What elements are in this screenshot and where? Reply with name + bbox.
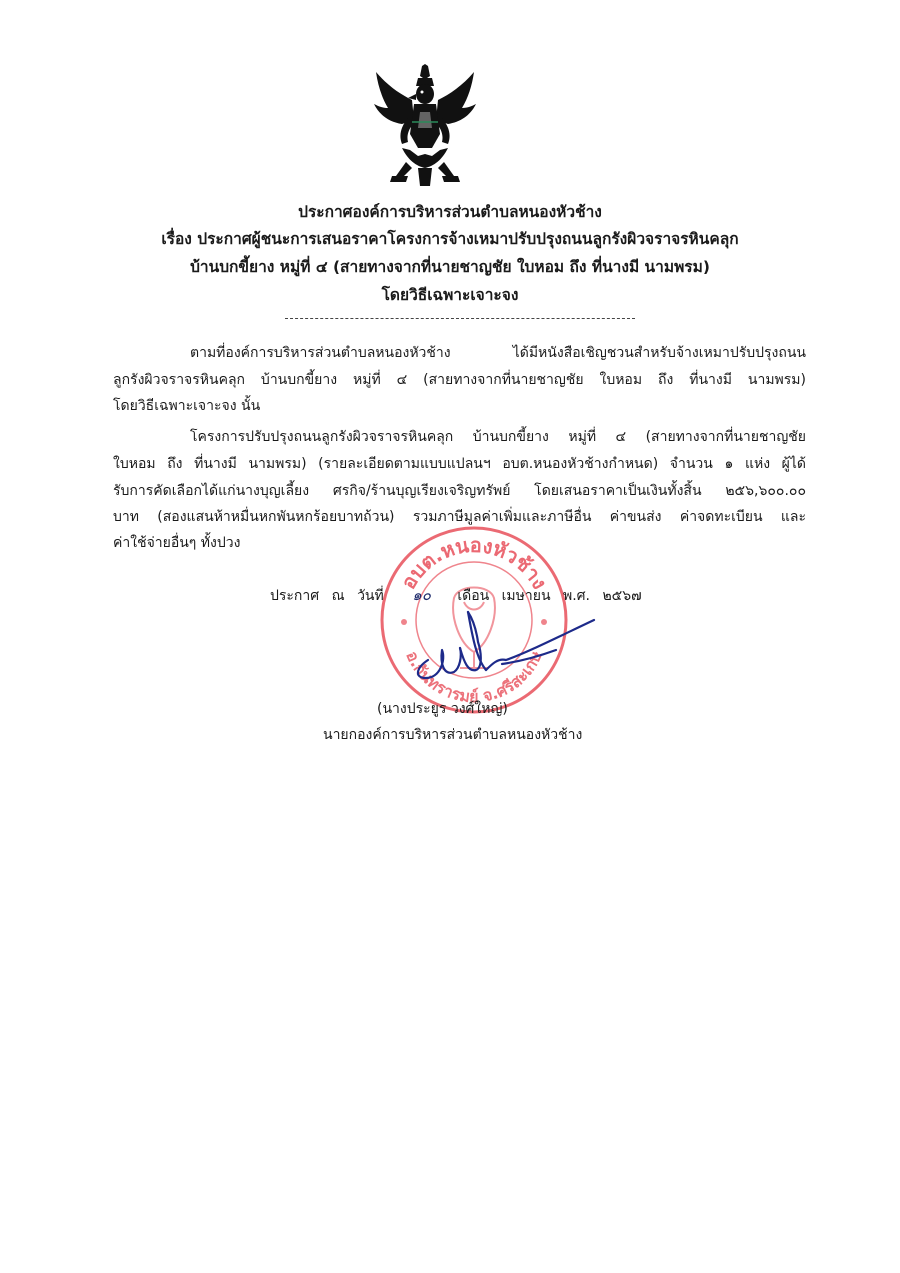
- body-paragraph-2-line-2: ใบหอม ถึง ที่นางมี นามพรม) (รายละเอียดตามแบบแปลนฯ อบต.หนองหัวช้างกำหนด) จำนวน ๑ แห่ง ผู้ได้: [113, 456, 806, 472]
- announce-year-label: พ.ศ.: [562, 588, 590, 604]
- announce-at: ณ: [331, 588, 345, 604]
- seal-bottom-text: อ.กันทรารมย์ จ.ศรีสะเกษ: [402, 648, 546, 707]
- announcement-title: ประกาศองค์การบริหารส่วนตำบลหนองหัวช้าง: [298, 203, 602, 221]
- body-paragraph-2-line-1: โครงการปรับปรุงถนนลูกรังผิวจราจรหินคลุก บ้านบกขี้ยาง หมู่ที่ ๔ (สายทางจากที่นายชาญชัย: [190, 429, 806, 445]
- announce-day-label: วันที่: [357, 588, 384, 604]
- signatory-title: นายกองค์การบริหารส่วนตำบลหนองหัวช้าง: [323, 727, 583, 743]
- body-paragraph-1-line-3: โดยวิธีเฉพาะเจาะจง นั้น: [113, 398, 261, 414]
- garuda-emblem-icon: [372, 64, 478, 188]
- announce-year-value: ๒๕๖๗: [602, 588, 642, 604]
- announcement-subject-location: บ้านบกขี้ยาง หมู่ที่ ๔ (สายทางจากที่นายชาญชัย ใบหอม ถึง ที่นางมี นามพรม): [190, 258, 710, 276]
- announcement-method: โดยวิธีเฉพาะเจาะจง: [381, 286, 519, 304]
- announce-prefix: ประกาศ: [270, 588, 320, 604]
- svg-text:อบต.หนองหัวช้าง: [396, 533, 552, 593]
- seal-top-text: อบต.หนองหัวช้าง: [395, 532, 553, 594]
- body-paragraph-1-line-2: ลูกรังผิวจราจรหินคลุก บ้านบกขี้ยาง หมู่ที่ ๔ (สายทางจากที่นายชาญชัย ใบหอม ถึง ที่นางมี นามพรม): [113, 372, 806, 388]
- dashed-divider: [285, 318, 635, 319]
- body-paragraph-2-line-4: บาท (สองแสนห้าหมื่นหกพันหกร้อยบาทถ้วน) รวมภาษีมูลค่าเพิ่มและภาษีอื่น ค่าขนส่ง ค่าจดทะเบียน และ: [113, 509, 806, 525]
- signatory-name: (นางประยูร วงศ์ใหญ่): [377, 701, 508, 717]
- body-paragraph-2-line-5: ค่าใช้จ่ายอื่นๆ ทั้งปวง: [113, 535, 241, 551]
- announce-day-value: ๑๐: [412, 586, 431, 604]
- handwritten-signature: [406, 598, 606, 686]
- body-paragraph-1-line-1: ตามที่องค์การบริหารส่วนตำบลหนองหัวช้าง ได้มีหนังสือเชิญชวนสำหรับจ้างเหมาปรับปรุงถนน: [190, 345, 806, 361]
- announcement-subject: เรื่อง ประกาศผู้ชนะการเสนอราคาโครงการจ้างเหมาปรับปรุงถนนลูกรังผิวจราจรหินคลุก: [161, 230, 739, 248]
- announce-month-value: เมษายน: [501, 588, 551, 604]
- body-paragraph-2-line-3: รับการคัดเลือกได้แก่นางบุญเลี้ยง ศรกิจ/ร้านบุญเรียงเจริญทรัพย์ โดยเสนอราคาเป็นเงินทั้งสิ้น ๒๕๖,๖๐๐.๐๐: [113, 483, 806, 499]
- announce-month-label: เดือน: [457, 588, 490, 604]
